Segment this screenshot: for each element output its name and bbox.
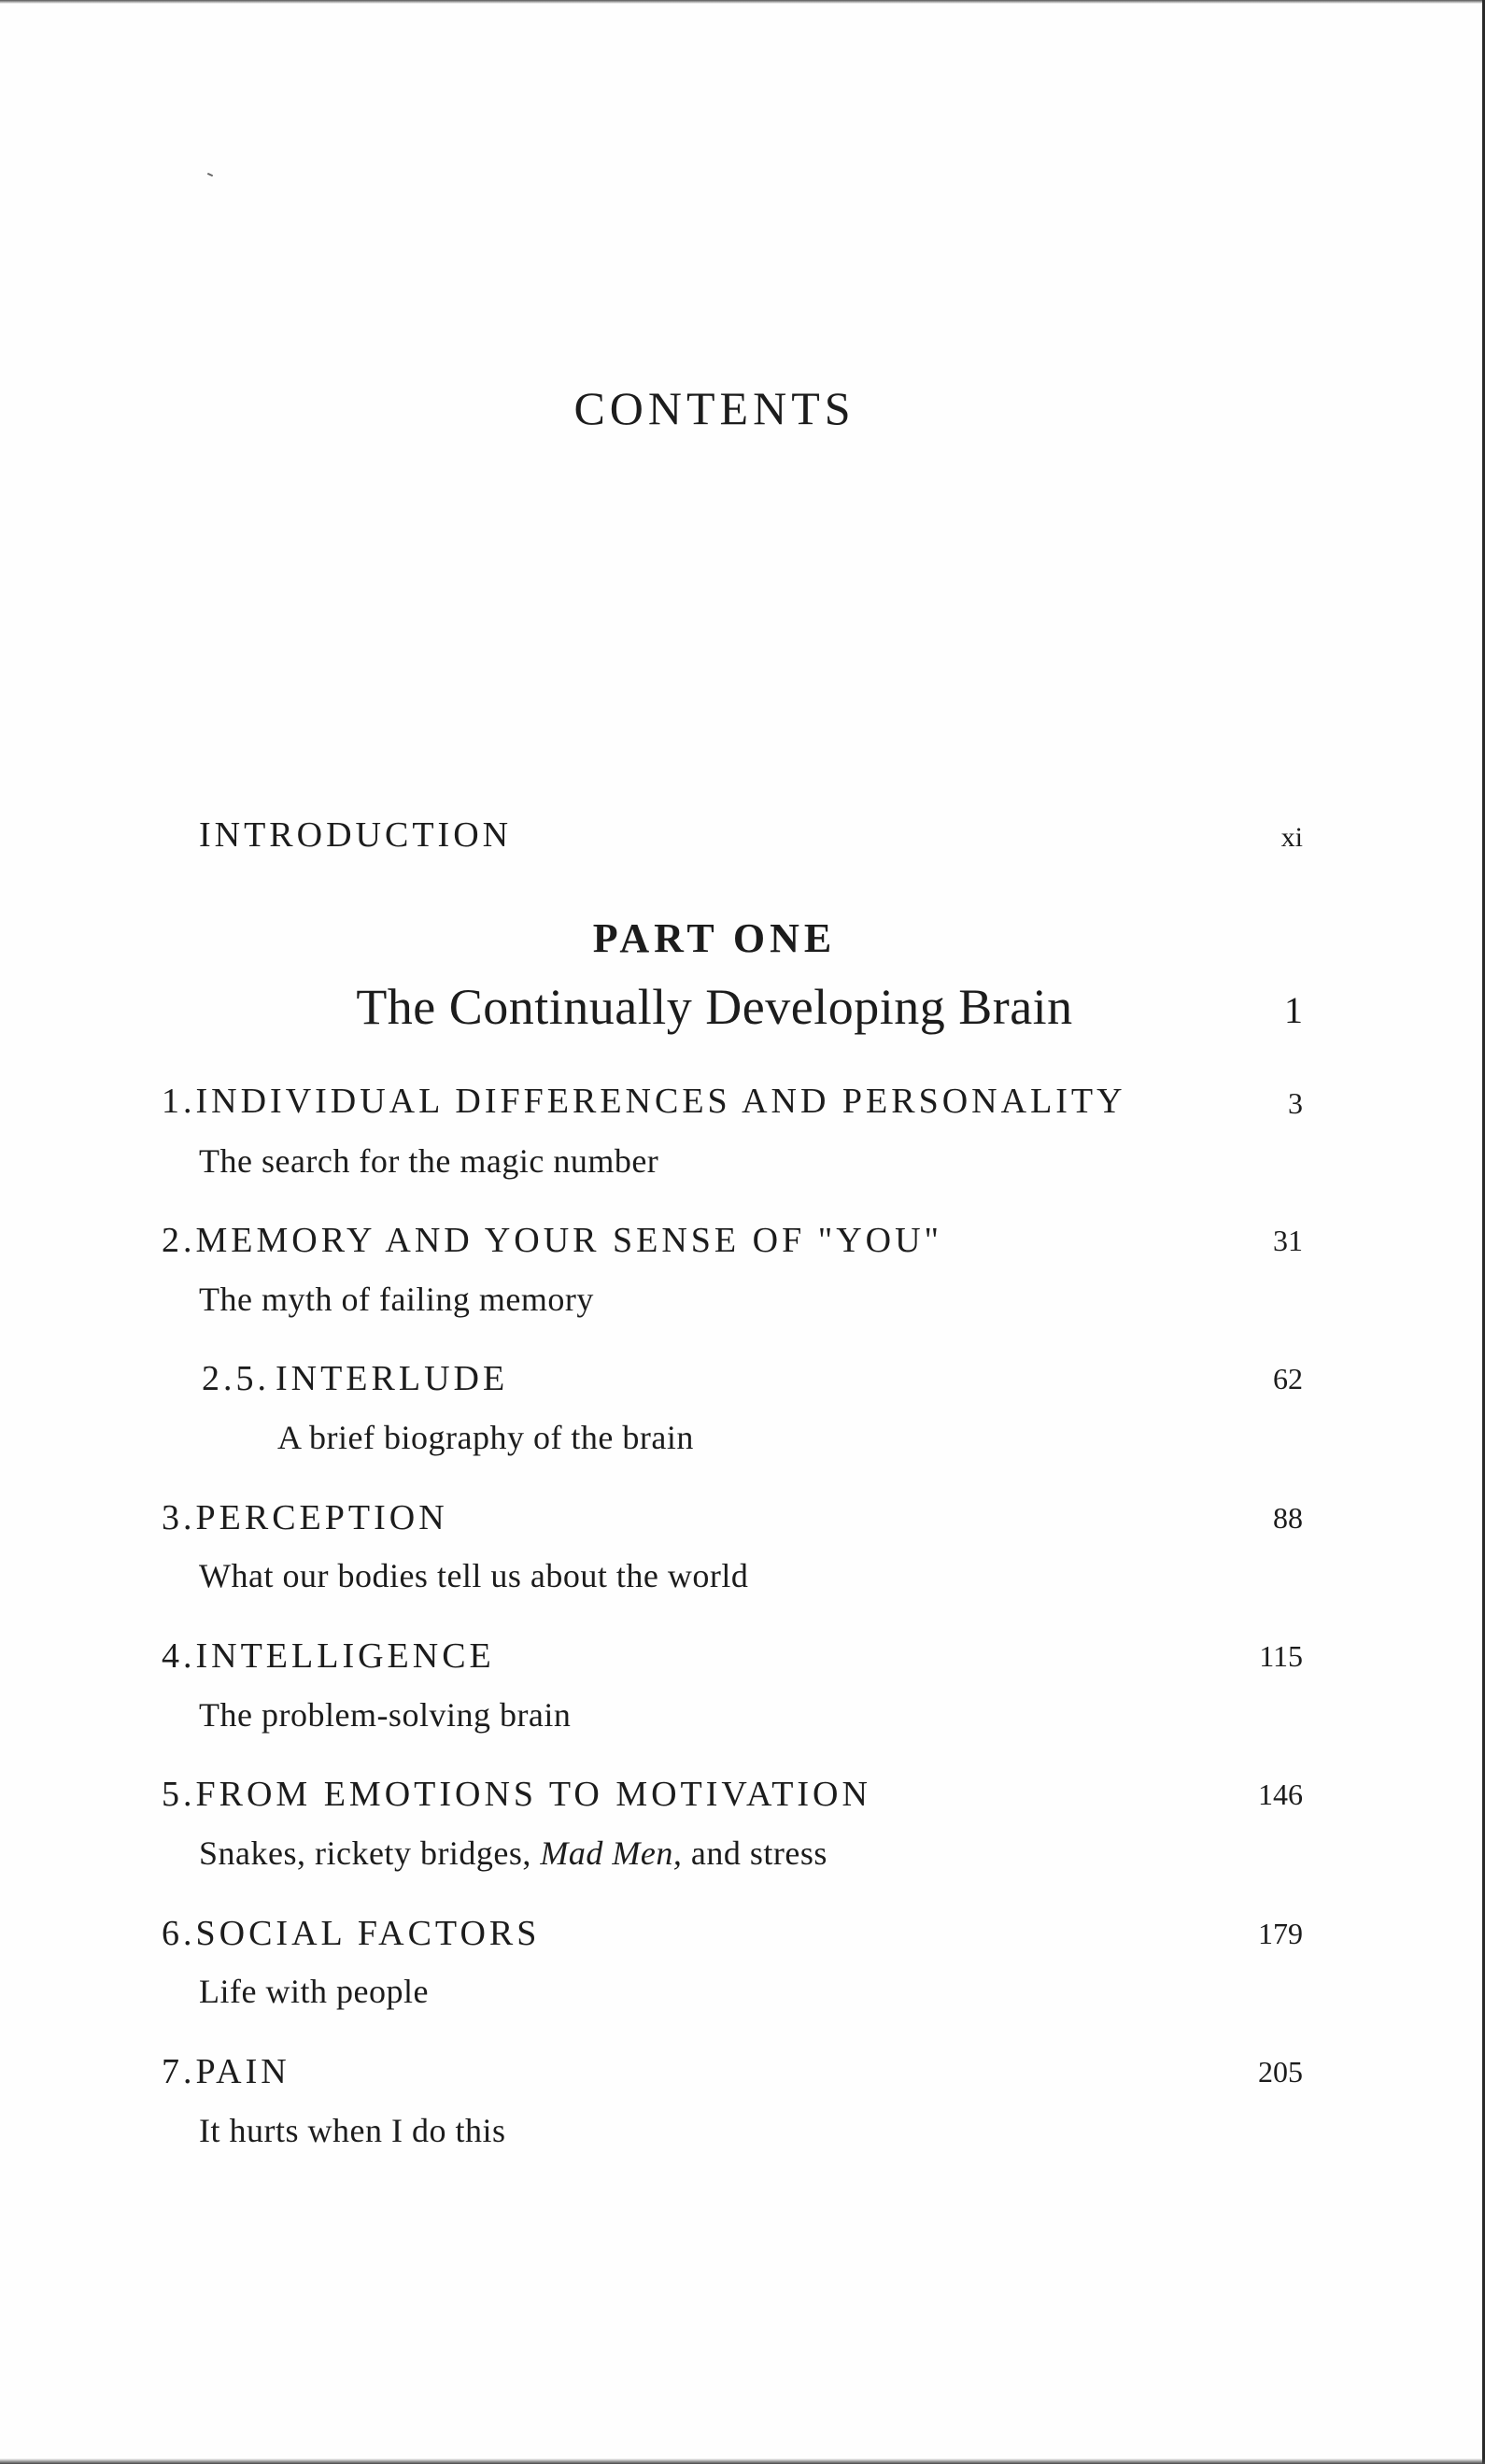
introduction-label: INTRODUCTION (199, 815, 513, 855)
toc-entry-chapter-2[interactable] (162, 1220, 942, 1261)
chapter-subtitle: Life with people (199, 1973, 429, 2010)
toc-entry-chapter-6[interactable] (162, 1913, 540, 1954)
chapter-title: FROM EMOTIONS TO MOTIVATION (195, 1775, 871, 1814)
subtitle-italic-title: Mad Men, (540, 1834, 683, 1872)
chapter-subtitle: The problem-solving brain (199, 1696, 572, 1734)
chapter-page: 88 (1273, 1501, 1303, 1535)
chapter-number: 7. (162, 2052, 196, 2091)
introduction-page: xi (1280, 822, 1303, 853)
chapter-subtitle: The myth of failing memory (199, 1281, 594, 1318)
toc-entry-chapter-5[interactable] (162, 1774, 871, 1815)
part-page: 1 (1284, 989, 1303, 1031)
scan-speck (207, 173, 213, 177)
chapter-title: PERCEPTION (195, 1498, 448, 1537)
chapter-page: 62 (1273, 1362, 1303, 1395)
toc-entry-chapter-1[interactable] (162, 1081, 1126, 1122)
chapter-page: 179 (1258, 1917, 1303, 1950)
toc-entry-interlude[interactable] (202, 1358, 508, 1399)
chapter-title: MEMORY AND YOUR SENSE OF "YOU" (195, 1221, 943, 1260)
toc-entry-chapter-4[interactable] (162, 1636, 495, 1677)
chapter-subtitle: A brief biography of the brain (277, 1419, 694, 1456)
chapter-number: 1. (162, 1082, 196, 1121)
chapter-number: 6. (162, 1914, 196, 1953)
chapter-number: 5. (162, 1775, 196, 1814)
chapter-number: 4. (162, 1636, 196, 1676)
chapter-number: 2. (162, 1221, 196, 1260)
chapter-subtitle (199, 1834, 827, 1873)
chapter-subtitle: What our bodies tell us about the world (199, 1557, 749, 1594)
chapter-page: 146 (1258, 1777, 1303, 1811)
subtitle-text: and stress (690, 1834, 827, 1872)
chapter-title: INDIVIDUAL DIFFERENCES AND PERSONALITY (195, 1082, 1126, 1121)
toc-entry-chapter-3[interactable] (162, 1497, 448, 1538)
chapter-title: INTELLIGENCE (195, 1636, 495, 1676)
chapter-subtitle: The search for the magic number (199, 1142, 659, 1180)
chapter-title: SOCIAL FACTORS (195, 1914, 541, 1953)
chapter-title: INTERLUDE (276, 1359, 509, 1398)
scan-edge-bottom (0, 2458, 1485, 2464)
chapter-page: 205 (1258, 2055, 1303, 2089)
subtitle-text: Snakes, rickety bridges, (199, 1834, 531, 1872)
page-title: CONTENTS (573, 382, 856, 434)
part-title: The Continually Developing Brain (356, 979, 1073, 1035)
chapter-title: PAIN (195, 2052, 290, 2091)
part-label: PART ONE (592, 915, 837, 961)
toc-entry-chapter-7[interactable] (162, 2051, 290, 2092)
chapter-page: 31 (1273, 1224, 1303, 1257)
scan-edge-top (0, 0, 1485, 4)
chapter-number: 2.5. (202, 1359, 270, 1398)
chapter-number: 3. (162, 1498, 196, 1537)
chapter-page: 115 (1259, 1639, 1303, 1673)
chapter-page: 3 (1288, 1086, 1303, 1120)
chapter-subtitle: It hurts when I do this (199, 2112, 506, 2149)
